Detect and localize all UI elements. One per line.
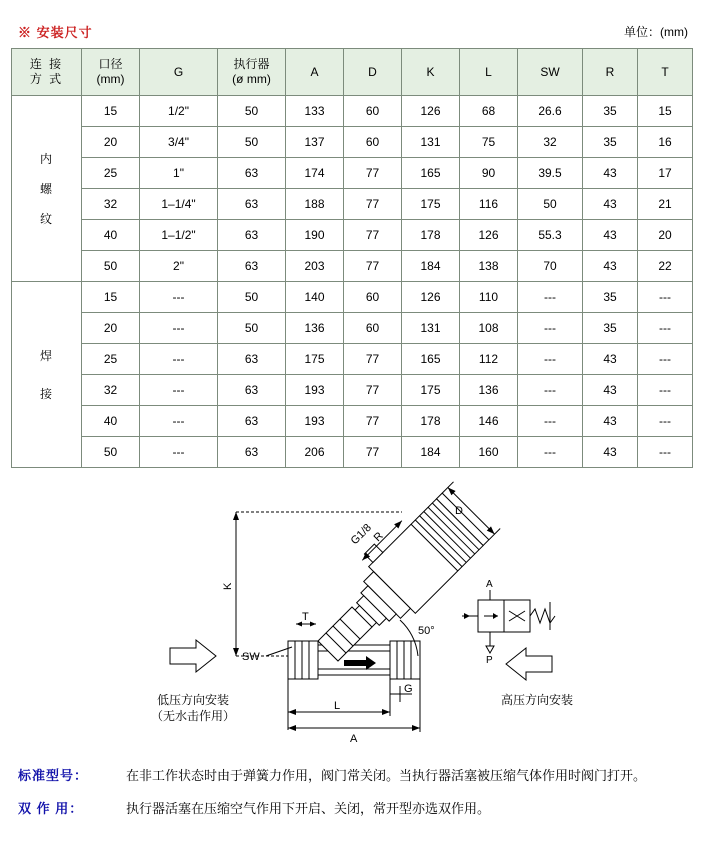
table-row (12, 96, 693, 127)
cell-sw: 39.5 (518, 158, 583, 189)
cell-t: 16 (638, 127, 693, 158)
cell-k: 178 (402, 220, 460, 251)
cell-r: 35 (583, 96, 638, 127)
cell-k: 165 (402, 344, 460, 375)
cell-r: 43 (583, 220, 638, 251)
page-title: ※ 安装尺寸 (18, 25, 93, 40)
table-body (12, 96, 693, 468)
col-header-g: G (140, 49, 218, 96)
label-d: D (455, 505, 463, 517)
cell-size: 50 (82, 437, 140, 468)
cell-a: 140 (286, 282, 344, 313)
cell-t: --- (638, 406, 693, 437)
label-t: T (302, 611, 309, 623)
cell-a: 193 (286, 375, 344, 406)
cell-sw: --- (518, 406, 583, 437)
cell-l: 75 (460, 127, 518, 158)
cell-d: 77 (344, 406, 402, 437)
cell-sw: 32 (518, 127, 583, 158)
cell-l: 90 (460, 158, 518, 189)
cell-t: 21 (638, 189, 693, 220)
cell-l: 68 (460, 96, 518, 127)
cell-size: 50 (82, 251, 140, 282)
cell-d: 77 (344, 375, 402, 406)
cell-a: 174 (286, 158, 344, 189)
cell-g: --- (140, 375, 218, 406)
col-header-l: L (460, 49, 518, 96)
cell-d: 77 (344, 437, 402, 468)
cell-size: 32 (82, 189, 140, 220)
cell-d: 60 (344, 282, 402, 313)
table-row (12, 437, 693, 468)
cell-size: 32 (82, 375, 140, 406)
cell-size: 20 (82, 127, 140, 158)
col-header-k: K (402, 49, 460, 96)
cell-t: --- (638, 313, 693, 344)
cell-actuator: 63 (218, 437, 286, 468)
cell-r: 43 (583, 437, 638, 468)
label-sw: SW (242, 651, 260, 663)
cell-d: 60 (344, 96, 402, 127)
group-cell-internal-thread: 内 螺 纹 (12, 96, 82, 282)
cell-a: 190 (286, 220, 344, 251)
table-row (12, 282, 693, 313)
cell-k: 131 (402, 127, 460, 158)
note-standard-model (18, 765, 688, 786)
cell-t: --- (638, 437, 693, 468)
cell-k: 178 (402, 406, 460, 437)
cell-d: 60 (344, 127, 402, 158)
cell-actuator: 63 (218, 406, 286, 437)
col-header-sw: SW (518, 49, 583, 96)
cell-l: 110 (460, 282, 518, 313)
cell-g: --- (140, 344, 218, 375)
label-port-p: P (486, 655, 493, 666)
cell-g: 1–1/4" (140, 189, 218, 220)
table-row (12, 375, 693, 406)
cell-d: 77 (344, 344, 402, 375)
valve-drawing-svg (0, 470, 702, 755)
cell-actuator: 50 (218, 282, 286, 313)
table-row (12, 220, 693, 251)
col-header-d: D (344, 49, 402, 96)
cell-t: 20 (638, 220, 693, 251)
cell-a: 175 (286, 344, 344, 375)
cell-sw: --- (518, 375, 583, 406)
cell-k: 126 (402, 282, 460, 313)
cell-actuator: 50 (218, 127, 286, 158)
table-row (12, 313, 693, 344)
dimension-table-wrap (11, 48, 692, 468)
cell-d: 77 (344, 220, 402, 251)
cell-sw: --- (518, 282, 583, 313)
cell-g: 3/4" (140, 127, 218, 158)
cell-a: 203 (286, 251, 344, 282)
note-label: 双 作 用： (18, 801, 84, 816)
caption-high-pressure: 高压方向安装 (500, 693, 573, 707)
cell-actuator: 63 (218, 344, 286, 375)
cell-sw: --- (518, 437, 583, 468)
cell-r: 43 (583, 251, 638, 282)
cell-r: 43 (583, 189, 638, 220)
table-row (12, 158, 693, 189)
unit-note: 单位：(mm) (624, 25, 688, 39)
table-row (12, 189, 693, 220)
cell-k: 184 (402, 251, 460, 282)
cell-sw: 70 (518, 251, 583, 282)
cell-t: 17 (638, 158, 693, 189)
cell-r: 35 (583, 313, 638, 344)
cell-actuator: 63 (218, 251, 286, 282)
cell-d: 77 (344, 189, 402, 220)
cell-l: 112 (460, 344, 518, 375)
cell-size: 15 (82, 282, 140, 313)
cell-g: 1" (140, 158, 218, 189)
table-row (12, 406, 693, 437)
cell-size: 40 (82, 406, 140, 437)
cell-a: 137 (286, 127, 344, 158)
note-text: 在非工作状态时由于弹簧力作用，阀门常关闭。当执行器活塞被压缩气体作用时阀门打开。 (126, 768, 647, 783)
cell-t: 22 (638, 251, 693, 282)
cell-l: 138 (460, 251, 518, 282)
caption-low-pressure: 低压方向安装 （无水击作用） (150, 693, 235, 723)
label-g: G (404, 683, 413, 695)
cell-actuator: 63 (218, 158, 286, 189)
label-r: R (371, 530, 386, 545)
cell-g: 1/2" (140, 96, 218, 127)
cell-size: 40 (82, 220, 140, 251)
note-double-acting (18, 798, 688, 819)
header (0, 22, 702, 44)
cell-d: 60 (344, 313, 402, 344)
footnotes (18, 765, 688, 831)
cell-sw: --- (518, 313, 583, 344)
cell-sw: 50 (518, 189, 583, 220)
cell-size: 15 (82, 96, 140, 127)
cell-sw: 26.6 (518, 96, 583, 127)
note-label: 标准型号： (18, 768, 89, 783)
cell-r: 43 (583, 344, 638, 375)
cell-k: 184 (402, 437, 460, 468)
cell-l: 108 (460, 313, 518, 344)
col-header-r: R (583, 49, 638, 96)
cell-sw: --- (518, 344, 583, 375)
col-header-size: 口径 (mm) (82, 49, 140, 96)
cell-k: 131 (402, 313, 460, 344)
cell-a: 133 (286, 96, 344, 127)
cell-actuator: 63 (218, 189, 286, 220)
cell-actuator: 50 (218, 313, 286, 344)
cell-k: 175 (402, 189, 460, 220)
cell-t: --- (638, 375, 693, 406)
cell-l: 146 (460, 406, 518, 437)
cell-l: 126 (460, 220, 518, 251)
cell-size: 20 (82, 313, 140, 344)
cell-actuator: 63 (218, 220, 286, 251)
cell-r: 43 (583, 406, 638, 437)
cell-sw: 55.3 (518, 220, 583, 251)
cell-d: 77 (344, 158, 402, 189)
cell-k: 165 (402, 158, 460, 189)
cell-d: 77 (344, 251, 402, 282)
cell-l: 136 (460, 375, 518, 406)
valve-technical-drawing (0, 470, 702, 755)
label-port-a: A (486, 579, 493, 590)
group-cell-welded: 焊 接 (12, 282, 82, 468)
label-k: K (222, 582, 234, 590)
col-header-a: A (286, 49, 344, 96)
cell-g: --- (140, 406, 218, 437)
cell-a: 193 (286, 406, 344, 437)
cell-g: --- (140, 313, 218, 344)
cell-k: 126 (402, 96, 460, 127)
cell-actuator: 63 (218, 375, 286, 406)
cell-g: --- (140, 282, 218, 313)
cell-k: 175 (402, 375, 460, 406)
cell-a: 206 (286, 437, 344, 468)
cell-l: 116 (460, 189, 518, 220)
cell-g: 1–1/2" (140, 220, 218, 251)
label-g18: G1/8 (348, 521, 374, 548)
cell-l: 160 (460, 437, 518, 468)
table-header-row (12, 49, 693, 96)
cell-t: --- (638, 282, 693, 313)
col-header-connection: 连 接 方 式 (12, 49, 82, 96)
cell-t: --- (638, 344, 693, 375)
cell-a: 136 (286, 313, 344, 344)
cell-g: 2" (140, 251, 218, 282)
cell-r: 43 (583, 158, 638, 189)
cell-r: 35 (583, 282, 638, 313)
cell-a: 188 (286, 189, 344, 220)
dimension-table (11, 48, 693, 468)
label-l: L (334, 700, 341, 712)
table-row (12, 251, 693, 282)
cell-size: 25 (82, 344, 140, 375)
note-text: 执行器活塞在压缩空气作用下开启、关闭，常开型亦选双作用。 (126, 801, 491, 816)
label-a: A (350, 733, 358, 745)
table-row (12, 127, 693, 158)
cell-size: 25 (82, 158, 140, 189)
cell-g: --- (140, 437, 218, 468)
cell-r: 43 (583, 375, 638, 406)
cell-r: 35 (583, 127, 638, 158)
table-row (12, 344, 693, 375)
col-header-actuator: 执行器 (ø mm) (218, 49, 286, 96)
col-header-t: T (638, 49, 693, 96)
cell-t: 15 (638, 96, 693, 127)
label-angle: 50° (418, 625, 435, 637)
cell-actuator: 50 (218, 96, 286, 127)
